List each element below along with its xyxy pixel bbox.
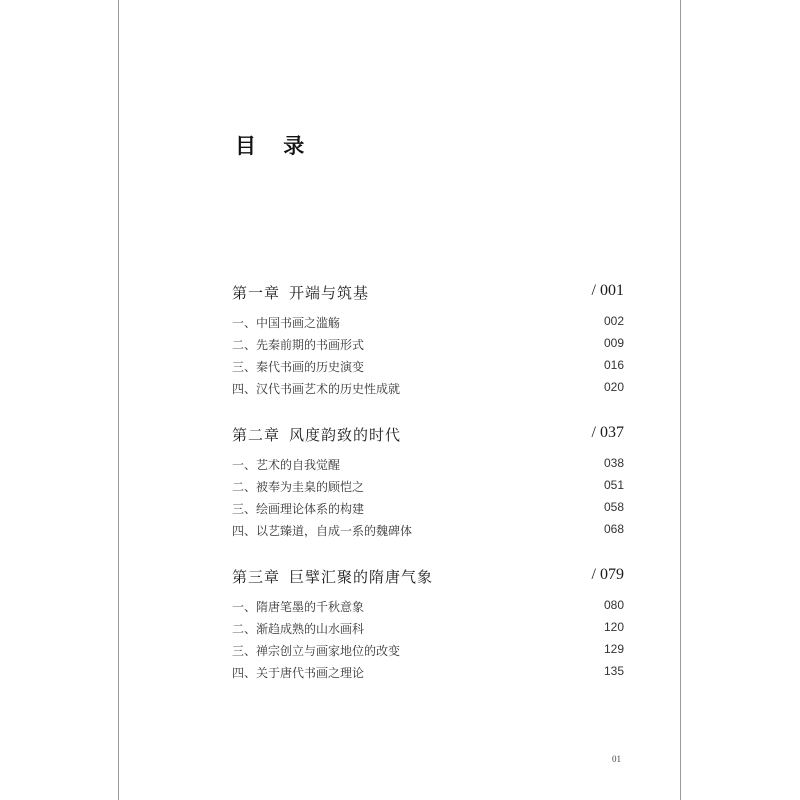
- chapter-page: / 001: [591, 282, 624, 299]
- section-item[interactable]: [232, 454, 624, 476]
- section-title: 四、关于唐代书画之理论: [232, 666, 365, 680]
- chapter-name: 开端与筑基: [289, 284, 370, 302]
- chapter-number: 第二章: [232, 426, 281, 444]
- section-item[interactable]: [232, 476, 624, 498]
- section-page: 129: [603, 642, 624, 656]
- section-page: 038: [603, 456, 624, 470]
- chapter-number: 第一章: [232, 284, 281, 302]
- section-item[interactable]: [232, 640, 624, 662]
- section-item[interactable]: [232, 596, 624, 618]
- section-title: 二、渐趋成熟的山水画科: [232, 622, 365, 636]
- section-list: [232, 312, 624, 400]
- section-page: 009: [603, 336, 624, 350]
- section-page: 020: [603, 380, 624, 394]
- section-title: 四、汉代书画艺术的历史性成就: [232, 382, 401, 396]
- section-title: 三、绘画理论体系的构建: [232, 502, 365, 516]
- chapter-name: 巨擘汇聚的隋唐气象: [289, 568, 434, 586]
- section-item[interactable]: [232, 312, 624, 334]
- section-list: [232, 596, 624, 684]
- section-page: 120: [603, 620, 624, 634]
- section-item[interactable]: [232, 520, 624, 542]
- page-number: 01: [612, 754, 621, 764]
- book-page: [118, 0, 681, 800]
- chapter-heading[interactable]: [232, 566, 624, 588]
- section-title: 四、以艺臻道，自成一系的魏碑体: [232, 524, 413, 538]
- section-item[interactable]: [232, 618, 624, 640]
- chapter-heading[interactable]: [232, 424, 624, 446]
- chapter-2: [232, 424, 624, 542]
- section-title: 二、先秦前期的书画形式: [232, 338, 365, 352]
- section-title: 二、被奉为圭臬的顾恺之: [232, 480, 365, 494]
- section-title: 一、中国书画之滥觞: [232, 316, 341, 330]
- section-page: 080: [603, 598, 624, 612]
- chapter-3: [232, 566, 624, 684]
- section-page: 051: [603, 478, 624, 492]
- section-list: [232, 454, 624, 542]
- section-page: 002: [603, 314, 624, 328]
- chapter-heading[interactable]: [232, 282, 624, 304]
- chapter-page: / 079: [591, 566, 624, 583]
- section-page: 058: [603, 500, 624, 514]
- section-title: 一、隋唐笔墨的千秋意象: [232, 600, 365, 614]
- section-title: 一、艺术的自我觉醒: [232, 458, 341, 472]
- section-page: 135: [603, 664, 624, 678]
- section-item[interactable]: [232, 662, 624, 684]
- chapter-name: 风度韵致的时代: [289, 426, 402, 444]
- section-page: 068: [603, 522, 624, 536]
- section-title: 三、秦代书画的历史演变: [232, 360, 365, 374]
- chapter-1: [232, 282, 624, 400]
- toc-title: 目 录: [235, 133, 315, 158]
- section-item[interactable]: [232, 356, 624, 378]
- chapter-number: 第三章: [232, 568, 281, 586]
- section-title: 三、禅宗创立与画家地位的改变: [232, 644, 401, 658]
- section-page: 016: [603, 358, 624, 372]
- section-item[interactable]: [232, 334, 624, 356]
- section-item[interactable]: [232, 378, 624, 400]
- section-item[interactable]: [232, 498, 624, 520]
- chapter-page: / 037: [591, 424, 624, 441]
